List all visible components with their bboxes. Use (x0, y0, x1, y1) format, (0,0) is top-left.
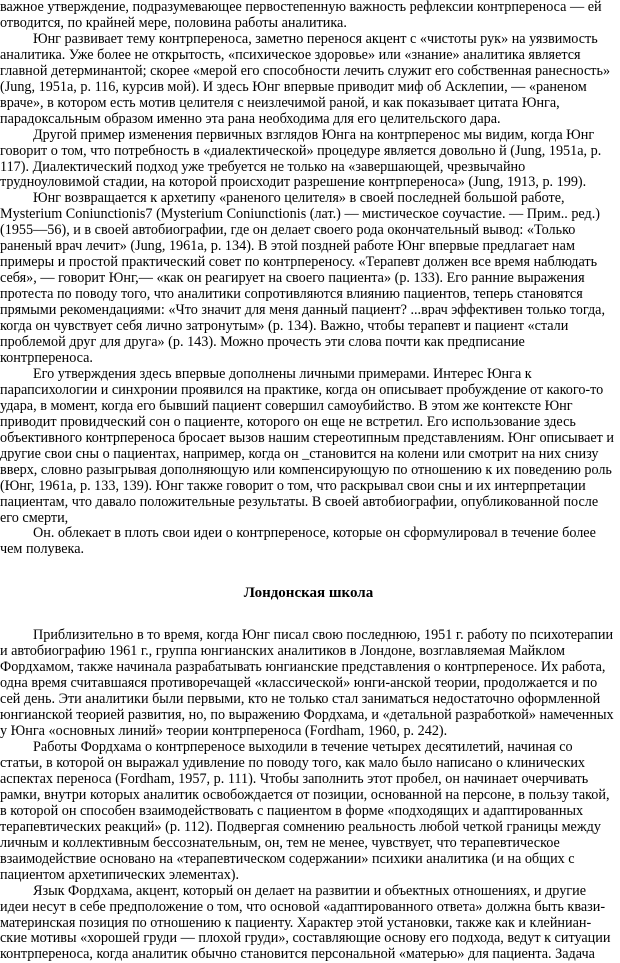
paragraph: Работы Фордхама о контрпереносе выходили в течение четырех десятилетий, начиная со статьи, в которой он выражал удивление по поводу того, как мало было написано о клинических аспектах переноса (Fordham, 1957, p. 111). Чтобы заполнить этот пробел, он начинает очерчивать рамки, внутри которых аналитик освобождается от позиции, основанной на персоне, в пользу такой, в которой он способен взаимодействовать с пациентом в форме «подходящих и адаптированных терапевтических реакций» (р. 112). Подвергая сомнению реальность любой четкой границы между личным и коллективным бессознательным, он, тем не менее, чувствует, что терапевтическое взаимодействие основано на «терапевтическом содержании» психики аналитика (и на общих с пациентом архетипических элементах). (0, 739, 610, 883)
paragraph: Его утверждения здесь впервые дополнены личными примерами. Интерес Юнга к парапсихологии и синхронии проявился на практике, когда он описывает пробуждение от какого-то удара, в момент, когда его бывший пациент совершил самоубийство. В этом же контексте Юнг приводит провидческий сон о пациенте, которого он еще не встретил. Его использование здесь объективного контрпереноса бросает вызов нашим стереотипным представлениям. Юнг описывает и другие свои сны о пациентах, например, когда он _становится на колени или смотрит на них снизу вверх, словно разыгрывая дополняющую или компенсирующую по отношению к их поведению роль (Юнг, 1961а, р. 133, 139). Юнг также говорит о том, что раскрывал свои сны и их интерпретации пациентам, что давало положительные результаты. В своей автобиографии, опубликованной после его смерти, (0, 365, 615, 526)
paragraph: Приблизительно в то время, когда Юнг писал свою последнюю, 1951 г. работу по психотерапии и автобиографию 1961 г., группа юнгианских аналитиков в Лондоне, возглавляемая Майклом Фордхамом, также начинала разрабатывать юнгианские представления о контрпереносе. Их работа, одна время считавшаяся противоречащей «классической» юнги-анской теории, продолжается и по сей день. Эти аналитики были первыми, кто не только стал заниматься недостаточно оформленной юнгианской теорией развития, но, по выражению Фордхама, и «детальной разработкой» намеченных у Юнга «основных линий» теории контрпереноса (Fordham, 1960, p. 242). (0, 627, 614, 740)
paragraph: важное утверждение, подразумевающее первостепенную важность рефлексии контрпереноса — ей отводится, по крайней мере, половина работы аналитика. (0, 0, 602, 31)
paragraph: Другой пример изменения первичных взглядов Юнга на контрперенос мы видим, когда Юнг говорит о том, что потребность в «диалектической» процедуре является довольно й (Jung, 1951a, p. 117). Диалектический подход уже требуется не только на «завершающей, чрезвычайно трудноуловимой стадии, на которой происходит разрешение контрпереноса» (Jung, 1913, p. 199). (0, 126, 602, 191)
paragraph: Юнг развивает тему контрпереноса, заметно перенося акцент с «чистоты рук» на уязвимость аналитика. Уже более не открытость, «психическое здоровье» или «знание» аналитика является главной детерминантой; скорее «мерой его способности лечить служит его собственная ранесность» (Jung, 1951а, р. 116, курсив мой). И здесь Юнг впервые приводит миф об Асклепии, — «раненом враче», в котором есть мотив целителя с неизлечимой раной, и как показывает цитата Юнга, парадоксальным образом именно эта рана необходима для его целительского дара. (0, 30, 611, 127)
paragraph: Язык Фордхама, акцент, который он делает на развитии и объектных отношениях, и другие идеи несут в себе предположение о том, что основой «адаптированного ответа» должна быть квази-материнская позиция по отношению к пациенту. Характер этой установки, также как и клейниан-ские мотивы «хорошей груди — плохой груди», составляющие основу его подхода, ведут к ситуации контрпереноса, когда аналитик обычно становится персональной «матерью» для пациента. Задача (0, 882, 611, 963)
paragraph: Он. облекает в плоть свои идеи о контрпереносе, которые он сформулировал в течение более чем полувека. (0, 525, 596, 558)
paragraph: Юнг возвращается к архетипу «раненого целителя» в своей последней большой работе, Mysterium Coniunctionis7 (Mysterium Coniunctionis (лат.) — мистическое соучастие. — Прим.. ред.) (1955—56), и в своей автобиографии, где он делает своего рода окончательный вывод: «Только раненый врач лечит» (Jung, 1961а, р. 134). В этой поздней работе Юнг впервые предлагает нам примеры и простой практический совет по контрпереносу. «Терапевт должен все время наблюдать себя», — говорит Юнг,— «как он реагирует на своего пациента» (р. 133). Его ранние выражения протеста по поводу того, что аналитики сопротивляются влиянию пациентов, теперь становятся прямыми рекомендациями: «Что значит для меня данный пациент? ...врач эффективен только тогда, когда он чувствует себя лично затронутым» (р. 134). Важно, чтобы терапевт и пациент «стали проблемой друг для друга» (р. 143). Можно прочесть эти слова почти как предписание контрпереноса. (0, 190, 606, 366)
section-heading: Лондонская школа (243, 585, 374, 602)
